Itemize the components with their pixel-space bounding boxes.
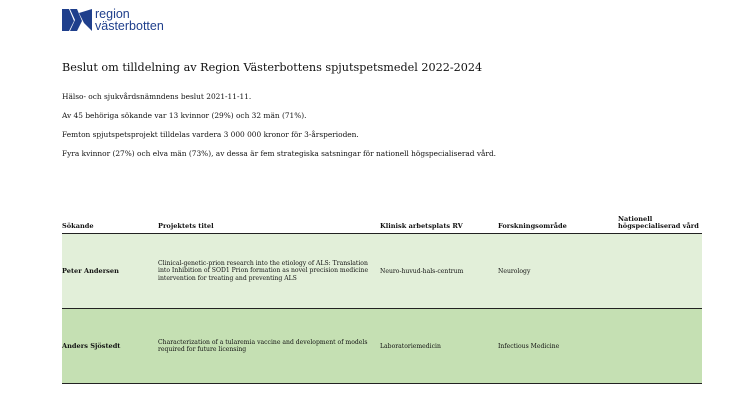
grants-table — [62, 196, 702, 384]
cell-national-care — [618, 234, 702, 309]
header-clinic: Klinisk arbetsplats RV — [380, 196, 498, 234]
cell-research-area: Infectious Medicine — [498, 309, 618, 384]
header-national-care: Nationell högspecialiserad vård — [618, 196, 702, 234]
page-title: Beslut om tilldelning av Region Västerbottens spjutspetsmedel 2022-2024 — [62, 61, 483, 74]
table-row — [62, 309, 702, 384]
region-logo — [62, 8, 164, 32]
table-header-row — [62, 196, 702, 234]
header-project-title: Projektets titel — [158, 196, 380, 234]
table-row — [62, 234, 702, 309]
logo-line-region: region — [95, 7, 130, 21]
cell-applicant: Anders Sjöstedt — [62, 309, 158, 384]
paragraph-decision-date: Hälso- och sjukvårdsnämndens beslut 2021-11-11. — [62, 92, 252, 101]
cell-research-area: Neurology — [498, 234, 618, 309]
cell-applicant: Peter Andersen — [62, 234, 158, 309]
paragraph-funding: Femton spjutspetsprojekt tilldelas vardera 3 000 000 kronor för 3-årsperioden. — [62, 130, 359, 139]
cell-clinic: Laboratoriemedicin — [380, 309, 498, 384]
logo-line-vasterbotten: västerbotten — [95, 19, 164, 33]
cell-project-title: Clinical-genetic-prion research into the etiology of ALS: Translation into Inhibition of SOD1 Prion formation as novel precision medicine intervention for treating and preventing ALS — [158, 234, 380, 309]
paragraph-gender-split: Fyra kvinnor (27%) och elva män (73%), av dessa är fem strategiska satsningar för nationell högspecialiserad vård. — [62, 149, 497, 158]
header-applicant: Sökande — [62, 196, 158, 234]
header-research-area: Forskningsområde — [498, 196, 618, 234]
paragraph-applicants: Av 45 behöriga sökande var 13 kvinnor (29%) och 32 män (71%). — [62, 111, 307, 120]
cell-project-title: Characterization of a tularemia vaccine and development of models required for future licensing — [158, 309, 380, 384]
cell-national-care — [618, 309, 702, 384]
cell-clinic: Neuro-huvud-hals-centrum — [380, 234, 498, 309]
region-vasterbotten-logo-icon — [62, 9, 92, 31]
logo-text — [95, 8, 164, 32]
